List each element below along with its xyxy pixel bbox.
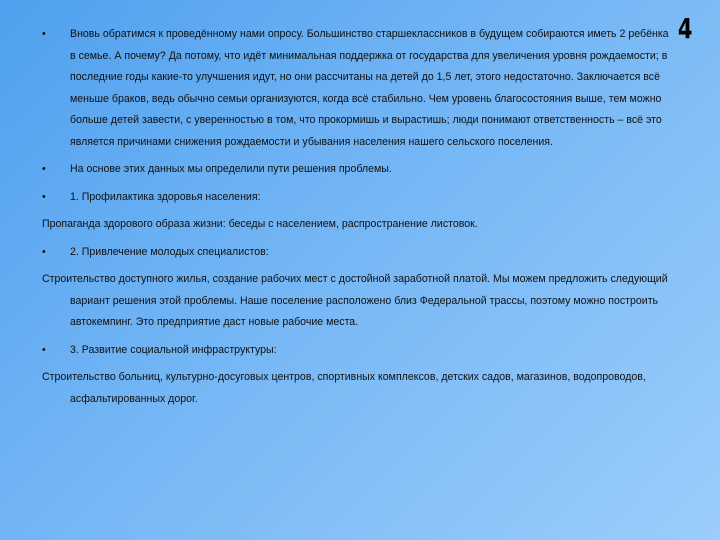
paragraph-construction: Строительство больниц, культурно-досуговых центров, спортивных комплексов, детских садов, магазинов, водопроводов, асфальтированных дорог.: [42, 371, 646, 405]
heading-young-specialists: [42, 242, 672, 264]
paragraph-text: 1. Профилактика здоровья населения:: [70, 190, 261, 203]
paragraph-text: Вновь обратимся к проведённому нами опросу. Большинство старшеклассников в будущем собираются иметь 2 ребёнка в семье. А почему? Да потому, что идёт минимальная поддержка от государства для увеличения уровня рождаемости; в последние годы какие-то улучшения идут, но они рассчитаны на детей до 1,5 лет, этого недостаточно. Заключается всё меньше браков, ведь обычно семьи организуются, когда всё стабильно. Чем уровень благосостояния выше, тем можно больше детей завести, с уверенностью в том, что прокормишь и вырастишь; люди понимают ответственность – всё это является причинами снижения рождаемости и убывания населения нашего сельского поселения.: [70, 28, 669, 148]
paragraph-text: 3. Развитие социальной инфраструктуры:: [70, 343, 277, 356]
slide-number: 4: [677, 12, 692, 45]
slide-body: [42, 24, 672, 410]
heading-social-infrastructure: [42, 340, 672, 362]
paragraph-text: 2. Привлечение молодых специалистов:: [70, 245, 269, 258]
paragraph-health-promotion: Пропаганда здорового образа жизни: беседы с населением, распространение листовок.: [42, 218, 478, 230]
paragraph-solutions: [42, 159, 672, 181]
paragraph-housing: Строительство доступного жилья, создание рабочих мест с достойной заработной платой. Мы можем предложить следующий вариант решения этой проблемы. Наше поселение расположено близ Федеральной трассы, поэтому можно построить автокемпинг. Это предприятие даст новые рабочие места.: [42, 273, 668, 328]
paragraph-text: На основе этих данных мы определили пути решения проблемы.: [70, 163, 392, 175]
bullet-icon: •: [42, 28, 46, 40]
bullet-icon: •: [42, 343, 46, 356]
bullet-icon: •: [42, 245, 46, 258]
paragraph-survey: [42, 24, 672, 153]
bullet-icon: •: [42, 190, 46, 203]
bullet-icon: •: [42, 163, 46, 175]
heading-health-prevention: [42, 187, 672, 209]
